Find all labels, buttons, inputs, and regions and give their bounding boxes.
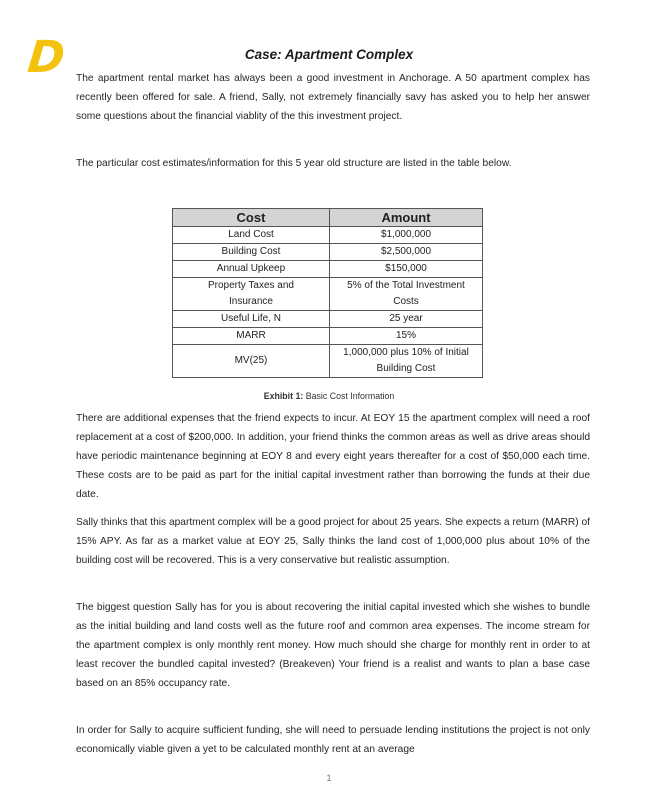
- paragraph-funding: In order for Sally to acquire sufficient funding, she will need to persuade lending institutions the project is not only economically viable given a yet to be calculated monthly rent at an average: [76, 725, 590, 755]
- amount-line-2: Building Cost: [376, 363, 436, 374]
- table-cell-amount: $1,000,000: [330, 227, 483, 244]
- table-cell-amount: 25 year: [330, 311, 483, 328]
- cost-line-2: Insurance: [229, 296, 273, 307]
- table-cell-cost: [173, 278, 330, 311]
- table-caption: [0, 391, 658, 401]
- table-header-amount: Amount: [330, 209, 483, 227]
- table-row: [173, 244, 483, 261]
- cost-line-1: Property Taxes and: [208, 280, 294, 291]
- table-row: [173, 278, 483, 311]
- paragraph-project-expectations: Sally thinks that this apartment complex will be a good project for about 25 years. She expects a return (MARR) of 15% APY. As far as a market value at EOY 25, Sally thinks the land cost of 1,000,000 plus about 10% of the building cost will be recovered. This is a very conservative but realistic assumption.: [76, 517, 590, 566]
- table-row: [173, 328, 483, 345]
- paragraph-cost-estimates: The particular cost estimates/information for this 5 year old structure are listed in the table below.: [76, 158, 512, 169]
- caption-text: Basic Cost Information: [303, 391, 395, 401]
- amount-line-1: 1,000,000 plus 10% of Initial: [343, 347, 469, 358]
- table-cell-amount: 15%: [330, 328, 483, 345]
- paragraph-capital-recovery: The biggest question Sally has for you is about recovering the initial capital invested which she wishes to bundle as the initial building and land costs well as the future roof and common area expenses. The income stream for the apartment complex is only monthly rent money. How much should she charge for monthly rent in order to at least recover the bundled capital invested? (Breakeven) Your friend is a realist and wants to plan a base case based on an 85% occupancy rate.: [76, 602, 590, 689]
- table-cell-cost: Useful Life, N: [173, 311, 330, 328]
- table-row: [173, 311, 483, 328]
- table-cell-amount: $2,500,000: [330, 244, 483, 261]
- logo-d-icon: D: [25, 32, 68, 83]
- table-cell-cost: MARR: [173, 328, 330, 345]
- table-cell-amount: [330, 345, 483, 378]
- paragraph-additional-expenses: There are additional expenses that the friend expects to incur. At EOY 15 the apartment complex will need a roof replacement at a cost of $200,000. In addition, your friend thinks the common areas as well as drive areas should have periodic maintenance beginning at EOY 8 and every eight years thereafter for a cost of $50,000 each time. These costs are to be paid as part for the initial capital investment rather than borrowing the funds at their due date.: [76, 413, 590, 500]
- caption-label: Exhibit 1:: [263, 391, 304, 401]
- table-header-cost: Cost: [173, 209, 330, 227]
- table-cell-amount: [330, 278, 483, 311]
- table-header-row: [173, 209, 483, 227]
- table-row: [173, 345, 483, 378]
- table-cell-cost: MV(25): [173, 345, 330, 378]
- table-cell-cost: Building Cost: [173, 244, 330, 261]
- amount-line-2: Costs: [393, 296, 419, 307]
- table-cell-cost: Land Cost: [173, 227, 330, 244]
- table-row: [173, 261, 483, 278]
- cost-table: [172, 208, 483, 378]
- table-cell-amount: $150,000: [330, 261, 483, 278]
- amount-line-1: 5% of the Total Investment: [347, 280, 465, 291]
- paragraph-intro: The apartment rental market has always been a good investment in Anchorage. A 50 apartment complex has recently been offered for sale. A friend, Sally, not extremely financially savy has asked you to help her answer some questions about the financial viablity of the this investment project.: [76, 73, 590, 122]
- table-row: [173, 227, 483, 244]
- page-title: Case: Apartment Complex: [244, 47, 414, 62]
- table-cell-cost: Annual Upkeep: [173, 261, 330, 278]
- page-number: 1: [326, 773, 332, 783]
